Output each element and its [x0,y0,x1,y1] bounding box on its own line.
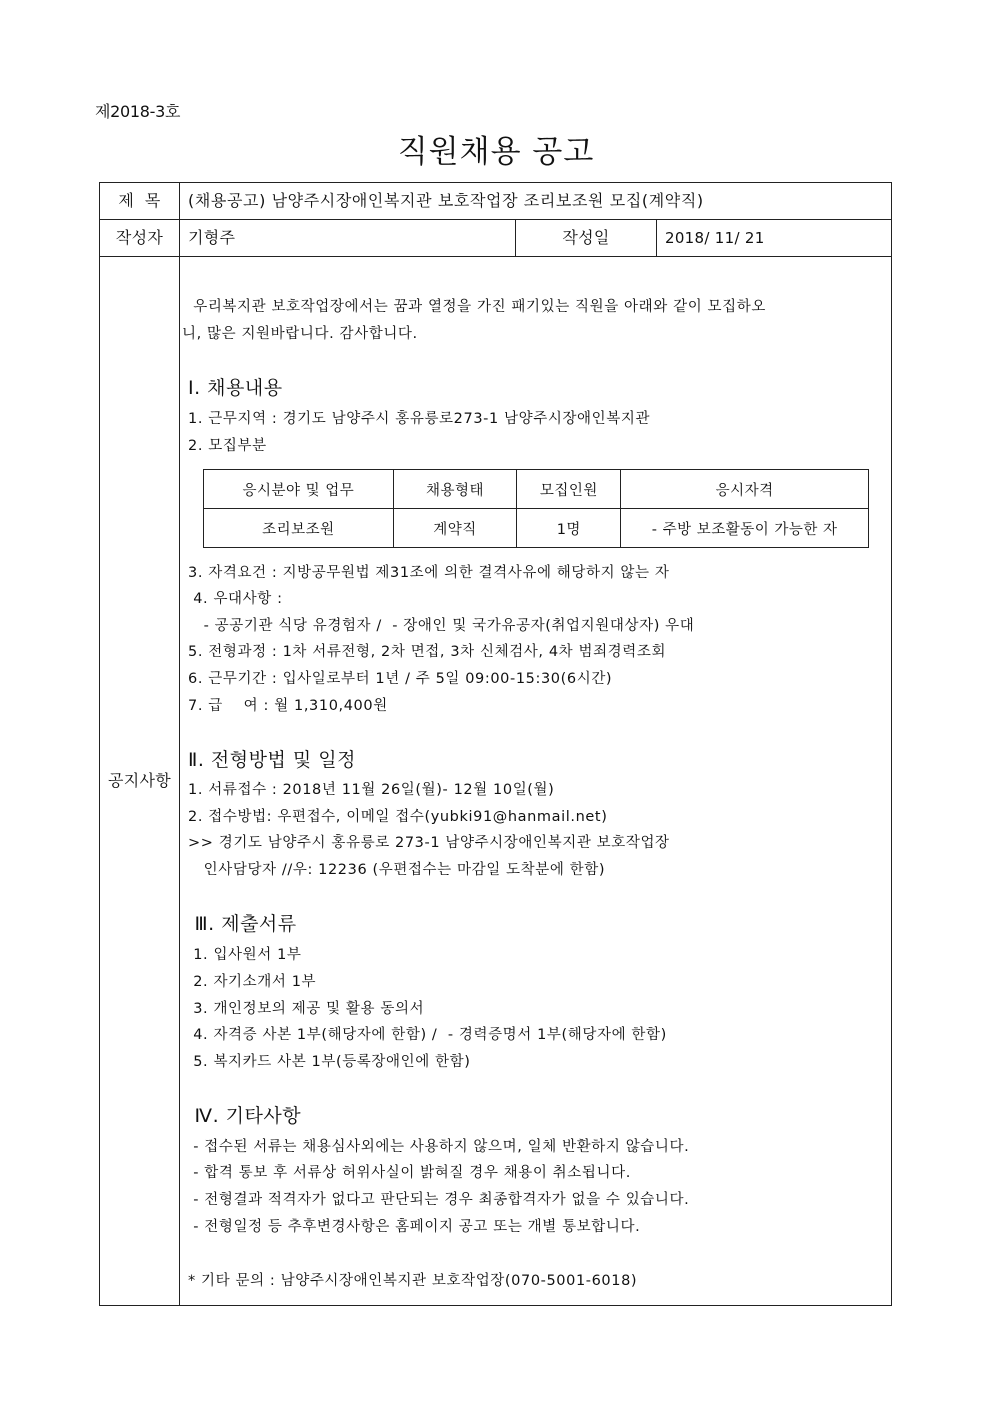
section-heading: Ⅱ. 전형방법 및 일정 [188,749,356,771]
list-item: 3. 자격요건 : 지방공무원법 제31조에 의한 결격사유에 해당하지 않는 자 [188,565,670,581]
page-title: 직원채용 공고 [397,134,595,170]
section-heading: Ⅰ. 채용내용 [188,377,283,399]
row-divider [99,256,892,257]
row-divider [99,219,892,220]
notice-label: 공지사항 [107,771,172,790]
label-column-divider [179,182,180,1306]
list-item: - 전형결과 적격자가 없다고 판단되는 경우 최종합격자가 없을 수 있습니다. [188,1192,690,1208]
table-header-row [204,470,869,509]
list-item: 6. 근무기간 : 입사일로부터 1년 / 주 5일 09:00-15:30(6시간) [188,671,613,687]
section-heading: Ⅲ. 제출서류 [188,913,297,935]
list-item: - 합격 통보 후 서류상 허위사실이 밝혀질 경우 채용이 취소됩니다. [188,1165,631,1181]
list-item: 2. 접수방법: 우편접수, 이메일 접수(yubki91@hanmail.net) [188,809,608,825]
table-row [204,509,869,548]
list-item: 7. 급 여 : 월 1,310,400원 [188,698,388,714]
table-cell: 계약직 [393,509,517,548]
list-item: 4. 자격증 사본 1부(해당자에 한함) / - 경력증명서 1부(해당자에 한함) [188,1027,667,1043]
document-number: 제2018-3호 [95,102,181,121]
list-item: - 접수된 서류는 채용심사외에는 사용하지 않으며, 일체 반환하지 않습니다. [188,1139,690,1155]
table-header-cell: 응시자격 [621,470,869,509]
column-divider [656,219,657,256]
list-item: - 전형일정 등 추후변경사항은 홈페이지 공고 또는 개별 통보합니다. [188,1219,641,1235]
list-item: 1. 근무지역 : 경기도 남양주시 홍유릉로273-1 남양주시장애인복지관 [188,411,651,427]
list-item: 2. 자기소개서 1부 [188,974,317,990]
list-item: 1. 서류접수 : 2018년 11월 26일(월)- 12월 10일(월) [188,782,555,798]
contact-info: * 기타 문의 : 남양주시장애인복지관 보호작업장(070-5001-6018) [188,1273,638,1289]
author-label: 작성자 [115,228,164,247]
list-item: - 공공기관 식당 유경험자 / - 장애인 및 국가유공자(취업지원대상자) 우대 [188,618,695,634]
subject-label: 제 목 [118,191,161,210]
list-item: >> 경기도 남양주시 홍유릉로 273-1 남양주시장애인복지관 보호작업장 [188,835,670,851]
table-header-cell: 응시분야 및 업무 [204,470,394,509]
list-item: 4. 우대사항 : [188,591,283,607]
list-item: 5. 전형과정 : 1차 서류전형, 2차 면접, 3차 신체검사, 4차 범죄경력조회 [188,644,667,660]
intro-line: 니, 많은 지원바랍니다. 감사합니다. [182,326,418,342]
recruitment-table [203,469,869,548]
list-item: 5. 복지카드 사본 1부(등록장애인에 한함) [188,1054,471,1070]
list-item: 2. 모집부분 [188,438,267,454]
subject-value: (채용공고) 남양주시장애인복지관 보호작업장 조리보조원 모집(계약직) [188,191,704,210]
list-item: 인사담당자 //우: 12236 (우편접수는 마감일 도착분에 한함) [188,862,606,878]
date-value: 2018/ 11/ 21 [665,229,765,247]
table-cell: 조리보조원 [204,509,394,548]
list-item: 3. 개인정보의 제공 및 활용 동의서 [188,1001,425,1017]
date-label: 작성일 [562,228,610,247]
table-header-cell: 모집인원 [517,470,621,509]
list-item: 1. 입사원서 1부 [188,947,302,963]
table-header-cell: 채용형태 [393,470,517,509]
table-cell: - 주방 보조활동이 가능한 자 [621,509,869,548]
author-value: 기형주 [188,228,236,247]
intro-line: 우리복지관 보호작업장에서는 꿈과 열정을 가진 패기있는 직원을 아래와 같이 모집하오 [188,299,766,315]
section-heading: Ⅳ. 기타사항 [188,1105,302,1127]
table-cell: 1명 [517,509,621,548]
